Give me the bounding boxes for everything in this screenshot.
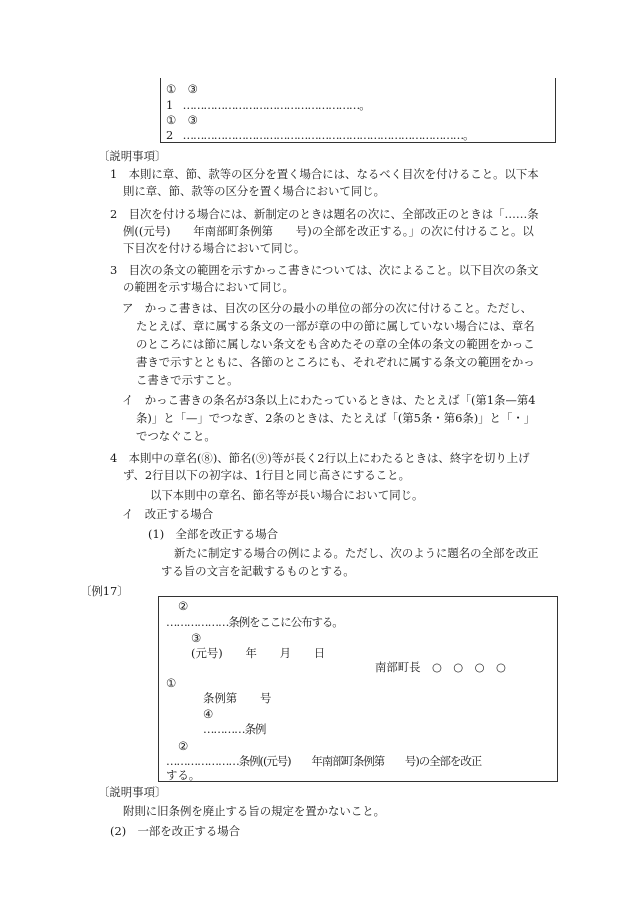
item-4-line-1: 4 本則中の章名(⑧)、節名(⑨)等が長く2行以上にわたるときは、終字を切り上げ [110,451,530,465]
example-marker-2: ③ [191,631,202,645]
item-1-line-2: 則に章、節、款等の区分を置く場合において同じ。 [123,184,385,198]
item-i-line-1: イ かっこ書きの条名が3条以上にわたっているときは、たとえば「(第1条—第4 [122,393,536,407]
item-3-line-2: の範囲を示す場合において同じ。 [123,280,294,294]
example-revision-line-1: …………………条例((元号) 年南部町条例第 号)の全部を改正 [166,754,482,768]
top-box-toc-line-1: 1 ……………………………………………。 [166,98,370,112]
item-4-line-2: ず、2行目以下の初字は、1行目と同じ高さにすること。 [123,468,410,482]
revise-heading: イ 改正する場合 [122,507,214,521]
item-i-line-2: 条)」と「—」でつなぎ、2条のときは、たとえば「(第5条・第6条)」と「・」 [136,411,536,425]
example-label: 〔例17〕 [80,584,129,598]
item-4-line-3: 以下本則中の章名、節名等が長い場合において同じ。 [150,488,424,502]
example-signer: 南部町長 ○ ○ ○ ○ [375,660,506,674]
item-a-line-5: こ書きで示すこと。 [136,373,239,387]
example-ordinance-number: 条例第 号 [203,691,272,705]
item-a-line-1: ア かっこ書きは、目次の区分の最小の単位の部分の次に付けること。ただし、 [122,301,533,315]
item-a-line-2: たとえば、章に属する条文の一部が章の中の節に属していない場合には、章名 [136,319,535,333]
full-revision-line-2: する旨の文言を記載するものとする。 [161,564,355,578]
explain-heading-2: 〔説明事項〕 [98,785,167,799]
item-i-line-3: でつなぐこと。 [136,429,216,443]
example-marker-4: ④ [203,707,214,721]
explain-heading: 〔説明事項〕 [98,149,167,163]
full-revision-heading: (1) 全部を改正する場合 [148,527,279,541]
item-3-line-1: 3 目次の条文の範囲を示すかっこ書きについては、次によること。以下目次の条文 [110,263,539,277]
example-marker-3: ① [166,676,177,690]
example-marker-1: ② [178,599,189,613]
example-marker-5: ② [178,739,189,753]
partial-revision-heading: (2) 一部を改正する場合 [110,824,241,838]
item-a-line-3: のところには節に属しない条文をも含めたその章の全体の条文の範囲をかっこ [136,337,535,351]
supplementary-note: 附則に旧条例を廃止する旨の規定を置かないこと。 [123,804,385,818]
item-2-line-1: 2 目次を付ける場合には、新制定のときは題名の次に、全部改正のときは「……条 [110,207,539,221]
item-2-line-3: 下目次を付ける場合において同じ。 [123,241,306,255]
example-date-line: (元号) 年 月 日 [191,646,326,660]
item-1-line-1: 1 本則に章、節、款等の区分を置く場合には、なるべく目次を付けること。以下本 [110,167,539,181]
item-2-line-2: 例((元号) 年南部町条例第 号)の全部を改正する。」の次に付けること。以 [123,224,534,238]
item-a-line-4: 書きで示すとともに、各節のところにも、それぞれに属する条文の範囲をかっ [136,355,535,369]
example-promulgation-line: ………………条例をここに公布する。 [166,615,343,629]
top-box-markers-2: ① ③ [166,113,198,127]
example-revision-line-2: する。 [166,768,201,782]
top-box-toc-line-2: 2 ………………………………………………………………………。 [166,128,474,142]
top-box-markers-1: ① ③ [166,82,198,96]
example-ordinance-title: …………条例 [203,722,266,736]
full-revision-line-1: 新たに制定する場合の例による。ただし、次のように題名の全部を改正 [174,546,539,560]
